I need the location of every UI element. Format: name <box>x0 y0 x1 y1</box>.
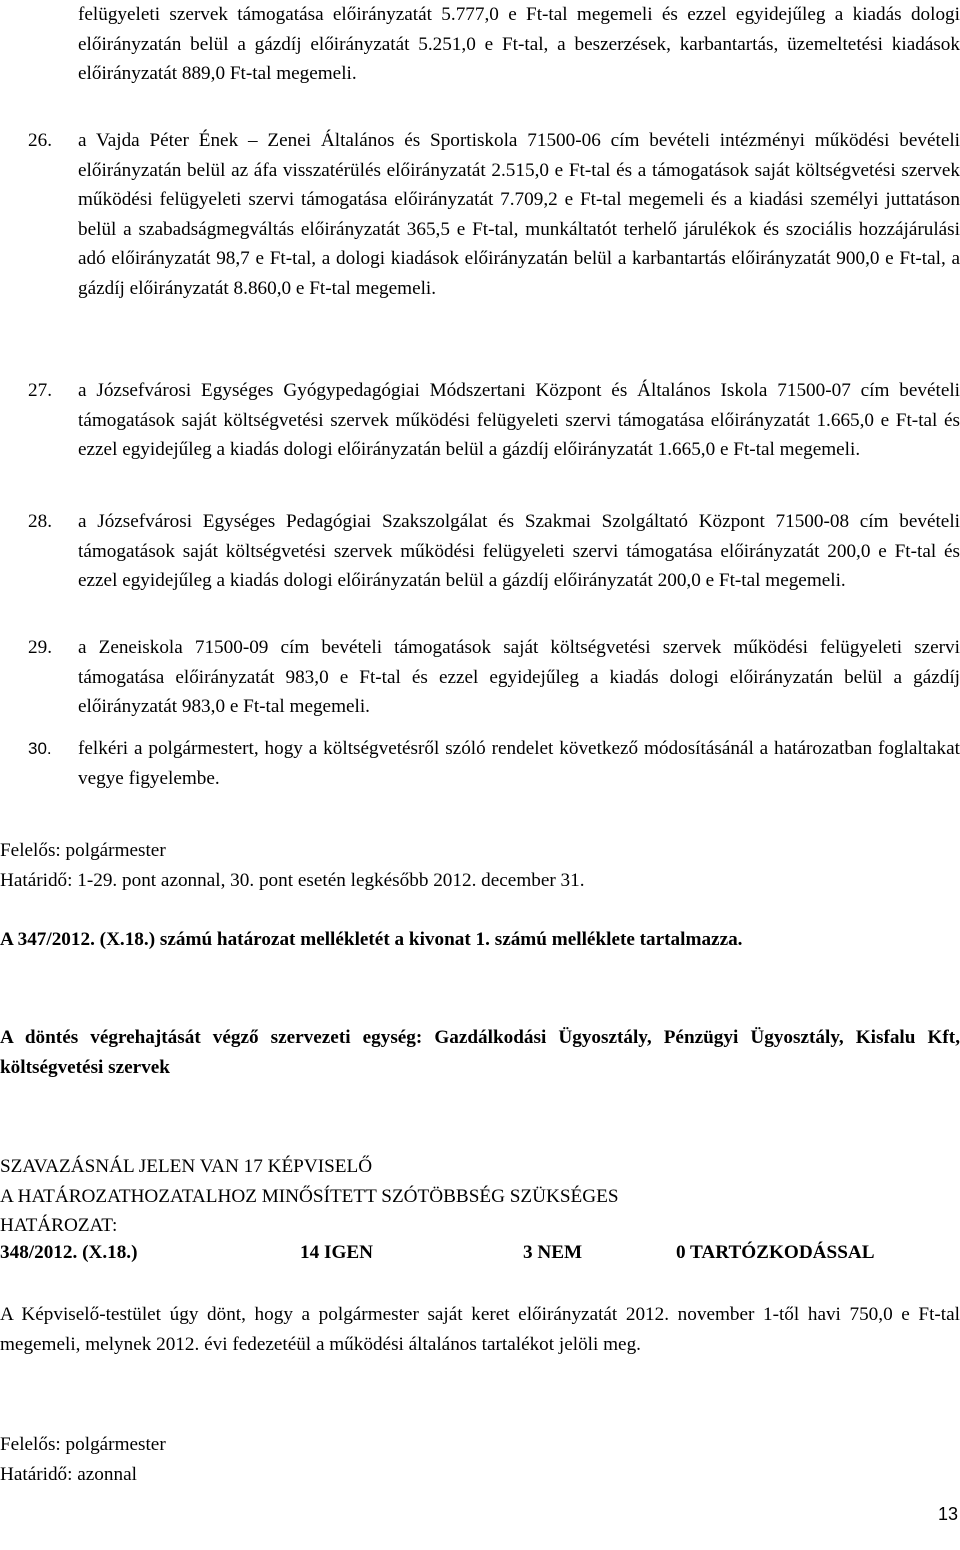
item-number: 30. <box>28 739 52 758</box>
annex-note-text: A 347/2012. (X.18.) számú határozat mellékletét a kivonat 1. számú melléklete tartalmazza. <box>0 929 743 950</box>
vote-section <box>0 1152 960 1241</box>
vote-result-row <box>0 1238 960 1268</box>
majority-line: A HATÁROZATHOZATALHOZ MINŐSÍTETT SZÓTÖBBSÉG SZÜKSÉGES <box>0 1185 619 1207</box>
present-line: SZAVAZÁSNÁL JELEN VAN 17 KÉPVISELŐ <box>0 1156 373 1177</box>
item-number: 29. <box>28 637 52 658</box>
deadline-line: Határidő: 1-29. pont azonnal, 30. pont esetén legkésőbb 2012. december 31. <box>0 869 585 891</box>
decision-number: 348/2012. (X.18.) <box>0 1242 138 1263</box>
yes-count: 14 IGEN <box>300 1242 374 1263</box>
item-text: felkéri a polgármestert, hogy a költségvetésről szóló rendelet következő módosításánál a határozatban foglaltakat vegye figyelembe. <box>78 738 960 789</box>
responsible-block-1 <box>0 836 960 895</box>
item-number: 27. <box>28 380 52 401</box>
decision-label: HATÁROZAT: <box>0 1215 118 1236</box>
annex-note <box>0 925 960 955</box>
responsible-block-2 <box>0 1430 960 1489</box>
item-number: 26. <box>28 130 52 151</box>
decision-text: A Képviselő-testület úgy dönt, hogy a polgármester saját keret előirányzatát 2012. november 1-től havi 750,0 e Ft-tal megemeli, melynek 2012. évi fedezetéül a működési általános tartalékot jelöli meg. <box>0 1304 960 1355</box>
item-text: a Vajda Péter Ének – Zenei Általános és Sportiskola 71500-06 cím bevételi intézményi működési bevételi előirányzatán belül az áfa visszatérülés előirányzatát 2.515,0 e Ft-tal és a támogatások saját költségvetési szervek működési felügyeleti szervi támogatása előirányzatát 7.709,2 e Ft-tal megemeli és a kiadási személyi juttatáson belül a szabadságmegváltás előirányzatát 365,5 e Ft-tal, munkáltatót terhelő járulékok és szociális hozzájárulási adó előirányzatát 98,7 e Ft-tal, a dologi kiadások előirányzatán belül a karbantartás előirányzatát 900,0 e Ft-tal, a gázdíj előirányzatát 8.860,0 e Ft-tal megemeli. <box>78 130 960 299</box>
continuation-paragraph <box>78 0 960 89</box>
executor-note <box>0 1023 960 1082</box>
deadline-line: Határidő: azonnal <box>0 1463 137 1485</box>
item-text: a Józsefvárosi Egységes Gyógypedagógiai Módszertani Központ és Általános Iskola 71500-07 cím bevételi támogatások saját költségvetési szervek működési felügyeleti szervi támogatása előirányzatát 1.665,0 e Ft-tal és ezzel egyidejűleg a kiadás dologi előirányzatán belül a gázdíj előirányzatát 1.665,0 e Ft-tal megemeli. <box>78 380 960 460</box>
continuation-text: felügyeleti szervek támogatása előirányzatát 5.777,0 e Ft-tal megemeli és ezzel egyidejűleg a kiadás dologi előirányzatán belül a gázdíj előirányzatát 5.251,0 e Ft-tal, a beszerzések, karbantartás, üzemeltetési kiadások előirányzatát 889,0 Ft-tal megemeli. <box>78 4 960 84</box>
page-number: 13 <box>937 1504 958 1524</box>
item-text: a Zeneiskola 71500-09 cím bevételi támogatások saját költségvetési szervek működési felügyeleti szervi támogatása előirányzatát 983,0 e Ft-tal és ezzel egyidejűleg a kiadás dologi előirányzatán belül a gázdíj előirányzatát 983,0 e Ft-tal megemeli. <box>78 637 960 717</box>
decision-paragraph <box>0 1300 960 1359</box>
executor-note-text: A döntés végrehajtását végző szervezeti egység: Gazdálkodási Ügyosztály, Pénzügyi Ügyosztály, Kisfalu Kft, költségvetési szervek <box>0 1027 960 1078</box>
no-count: 3 NEM <box>523 1242 583 1263</box>
item-text: a Józsefvárosi Egységes Pedagógiai Szakszolgálat és Szakmai Szolgáltató Központ 71500-08 cím bevételi támogatások saját költségvetési szervek működési felügyeleti szervi támogatása előirányzatát 200,0 e Ft-tal és ezzel egyidejűleg a kiadás dologi előirányzatán belül a gázdíj előirányzatát 200,0 e Ft-tal megemeli. <box>78 511 960 591</box>
abstain-count: 0 TARTÓZKODÁSSAL <box>676 1242 875 1263</box>
responsible-line: Felelős: polgármester <box>0 1434 166 1455</box>
responsible-line: Felelős: polgármester <box>0 840 166 861</box>
item-number: 28. <box>28 511 52 532</box>
